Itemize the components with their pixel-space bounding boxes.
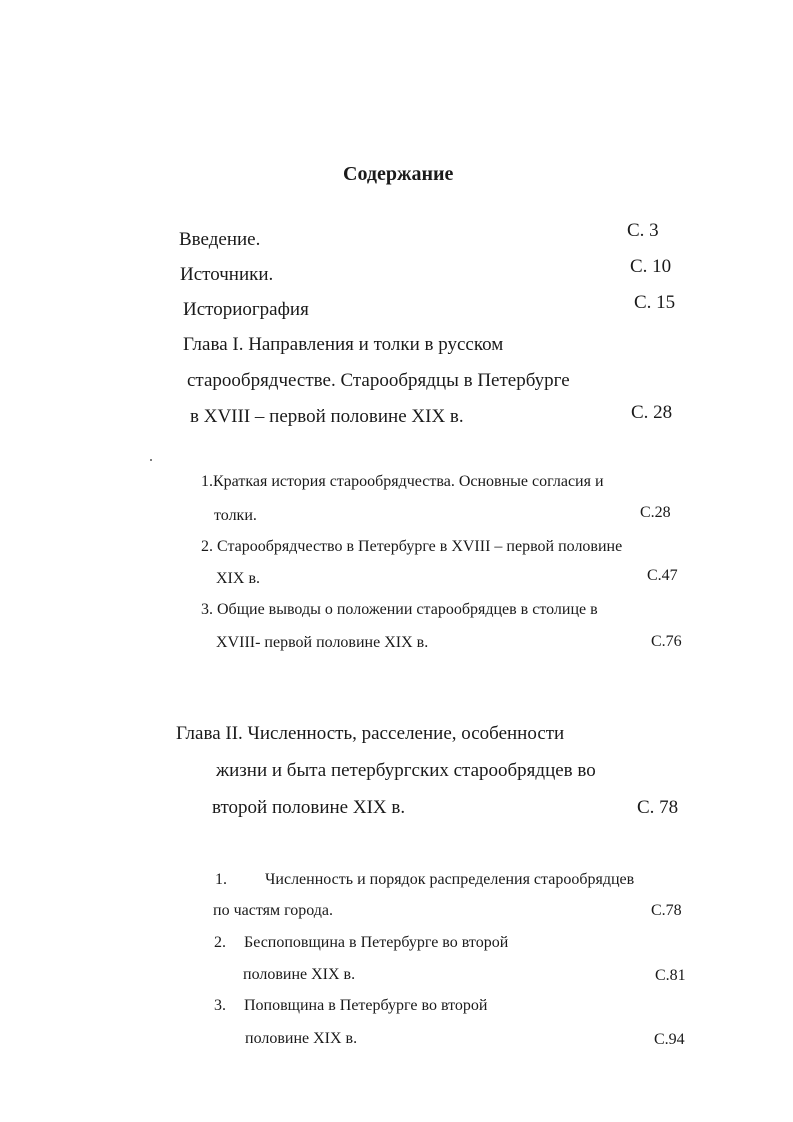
toc-historiography-page: С. 15 [634, 292, 676, 313]
chapter2-item3-line2: половине XIX в. [245, 1030, 358, 1047]
chapter1-title-line2: старообрядчестве. Старообрядцы в Петербурге [187, 370, 570, 391]
toc-intro-label: Введение. [179, 229, 261, 250]
chapter1-page: С. 28 [631, 402, 673, 423]
chapter2-title-line2: жизни и быта петербургских старообрядцев во [216, 760, 596, 781]
toc-intro-page: С. 3 [627, 220, 659, 241]
chapter2-item2-page: С.81 [655, 967, 686, 984]
scan-speck [150, 459, 152, 461]
chapter1-title-line3: в XVIII – первой половине XIX в. [190, 406, 464, 427]
chapter2-item1-num: 1. [215, 871, 227, 888]
toc-historiography-label: Историография [183, 299, 309, 320]
chapter1-item1-text: 1.Краткая история старообрядчества. Основные согласия и [201, 473, 604, 490]
chapter2-item3-num: 3. [214, 997, 226, 1014]
chapter1-item2-page: С.47 [647, 567, 678, 584]
chapter2-item1-page: С.78 [651, 902, 682, 919]
chapter1-title-line1: Глава I. Направления и толки в русском [183, 334, 504, 355]
chapter2-item1-line1: Численность и порядок распределения старообрядцев [265, 871, 635, 888]
chapter1-item3-line2: XVIII- первой половине XIX в. [216, 634, 429, 651]
chapter2-item3-page: С.94 [654, 1031, 685, 1048]
chapter2-item2-line1: Беспоповщина в Петербурге во второй [244, 934, 509, 951]
chapter2-title-line3: второй половине XIX в. [212, 797, 406, 818]
chapter1-item2-line2: XIX в. [216, 570, 260, 587]
chapter1-item1-page: С.28 [640, 504, 671, 521]
chapter2-item3-line1: Поповщина в Петербурге во второй [244, 997, 488, 1014]
chapter2-item1-line2: по частям города. [213, 902, 334, 919]
toc-sources-page: С. 10 [630, 256, 672, 277]
chapter1-item3-line1: 3. Общие выводы о положении старообрядцев в столице в [201, 601, 598, 618]
chapter2-title-line1: Глава II. Численность, расселение, особенности [176, 723, 565, 744]
chapter1-item1-line1 [201, 473, 697, 491]
chapter2-item2-num: 2. [214, 934, 226, 951]
chapter1-item1-line2: толки. [214, 507, 257, 524]
chapter2-item2-line2: половине XIX в. [243, 966, 356, 983]
chapter2-page: С. 78 [637, 797, 679, 818]
chapter1-item2-line1: 2. Старообрядчество в Петербурге в XVIII – первой половине [201, 538, 623, 555]
page-title: Содержание [343, 163, 454, 185]
toc-sources-label: Источники. [180, 264, 274, 285]
chapter1-item3-page: С.76 [651, 633, 682, 650]
